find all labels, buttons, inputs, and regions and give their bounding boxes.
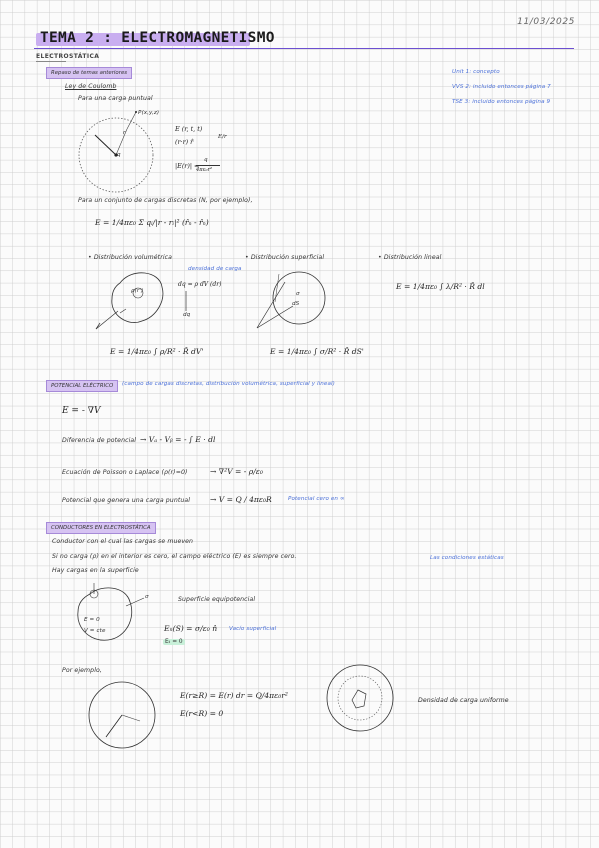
example-formula-outer: E(r≥R) = E(r) dr = Q/4πε₀r²: [180, 691, 288, 700]
example-formula-inner: E(r<R) = 0: [180, 709, 224, 718]
section-pill-potencial: POTENCIAL ELÉCTRICO: [46, 380, 118, 392]
fig-label-q: q: [117, 152, 121, 158]
subtitle: ELECTROSTÁTICA: [36, 53, 100, 60]
poisson-label: Ecuación de Poisson o Laplace (ρ(r)=0): [62, 469, 188, 476]
potential-note: (campo de cargas discretas, distribución volumétrica, superficial y lineal): [122, 381, 335, 387]
side-note-3: TSE 3: incluido entonces página 9: [452, 99, 551, 105]
title-underline: [34, 48, 574, 49]
equipotential-label: Superficie equipotencial: [178, 596, 256, 603]
formula-frac-line: [196, 165, 220, 166]
discrete-charges-label: Para un conjunto de cargas discretas (N, por ejemplo),: [78, 197, 253, 204]
volume-blob-figure: [90, 265, 180, 340]
discrete-formula: E = 1/4πε₀ Σ qᵢ/|r - rᵢ|² (r̂ₙ - r̂ₙ): [95, 218, 209, 227]
grad-formula: E = - ∇V: [62, 406, 101, 416]
conductor-line-3: Hay cargas en la superficie: [52, 567, 139, 574]
linear-formula: E = 1/4πε₀ ∫ λ/R² · R̂ dl: [396, 282, 485, 291]
diff-potential-label: Diferencia de potencial: [62, 437, 137, 444]
surface-dist-figure: [255, 262, 335, 337]
point-charge-label: Para una carga puntual: [78, 95, 153, 102]
point-potential-label: Potencial que genera una carga puntual: [62, 497, 191, 504]
linear-dist-label: • Distribución lineal: [378, 254, 442, 261]
cond-tangent-formula: Eₜ = 0: [165, 639, 183, 645]
surf-fig-sigma: σ: [296, 291, 300, 297]
conductor-e-zero: E = 0: [84, 617, 100, 623]
surface-formula: E = 1/4πε₀ ∫ σ/R² · R̂ dS': [270, 347, 364, 356]
point-charge-figure: [70, 105, 170, 195]
formula-e-mag-num: q: [204, 157, 208, 163]
density-note: densidad de carga: [188, 266, 242, 272]
conductor-line-2-note: Las condiciones estáticas: [430, 555, 504, 561]
fig-label-r: r: [123, 130, 126, 136]
cond-normal-note: Vacío superficial: [229, 626, 277, 632]
uniform-charge-figure: [322, 660, 402, 740]
example-label: Por ejemplo,: [62, 667, 102, 674]
poisson-formula: → ∇²V = - ρ/ε₀: [210, 467, 263, 476]
point-potential-formula: → V = Q / 4πε₀R: [210, 495, 272, 504]
uniform-charge-note: Densidad de carga uniforme: [418, 697, 509, 704]
surf-fig-ds: dS: [292, 301, 300, 307]
cond-normal-formula: Eₙ(S) = σ/ε₀ n̂: [164, 624, 218, 633]
formula-e-mag-lhs: |E(r)| =: [175, 162, 200, 170]
side-note-2: VVS 2: incluido entonces página 7: [452, 84, 551, 90]
diff-potential-formula: → Vₐ - Vᵦ = - ∫ E · dl: [140, 435, 216, 444]
conductor-v-cte: V = cte: [84, 628, 106, 634]
point-potential-note: Potencial cero en ∞: [288, 496, 345, 502]
section-pill-conductores: CONDUCTORES EN ELECTROSTÁTICA: [46, 522, 156, 534]
page-title: TEMA 2 : ELECTROMAGNETISMO: [40, 30, 275, 46]
density-dq-formula: dq = ρ dV (dr): [178, 281, 222, 288]
conductor-line-2: Si no carga (ρ) en el interior es cero, el campo eléctrico (E) es siempre cero.: [52, 553, 297, 560]
volume-formula: E = 1/4πε₀ ∫ ρ/R² · R̂ dV': [110, 347, 204, 356]
subtitle-underline: [36, 61, 66, 62]
formula-r-rhat: (r·r) r̂: [175, 138, 194, 146]
section-pill-repaso: Repaso de temas anteriores: [46, 67, 132, 79]
example-circle-figure: [82, 675, 172, 760]
formula-e-rtt: E (r, t, t): [175, 125, 203, 133]
date-label: 11/03/2025: [517, 17, 575, 27]
side-note-1: Unit 1: concepto: [452, 69, 500, 75]
volume-dist-label: • Distribución volumétrica: [88, 254, 173, 261]
formula-e-over-r: E/r: [218, 134, 227, 140]
conductor-sigma: σ: [145, 594, 149, 600]
conductor-line-1: Conductor con el cual las cargas se mueven: [52, 538, 194, 545]
fig-label-p: P(x,y,z): [138, 110, 160, 116]
coulomb-heading: Ley de Coulomb: [65, 83, 117, 90]
surface-dist-label: • Distribución superficial: [245, 254, 325, 261]
conductor-figure: [70, 580, 155, 650]
vol-fig-rho: ρ(r'): [131, 288, 144, 294]
formula-e-mag-den: 4πε₀r²: [196, 167, 213, 173]
vol-fig-dq: dq: [183, 312, 191, 318]
